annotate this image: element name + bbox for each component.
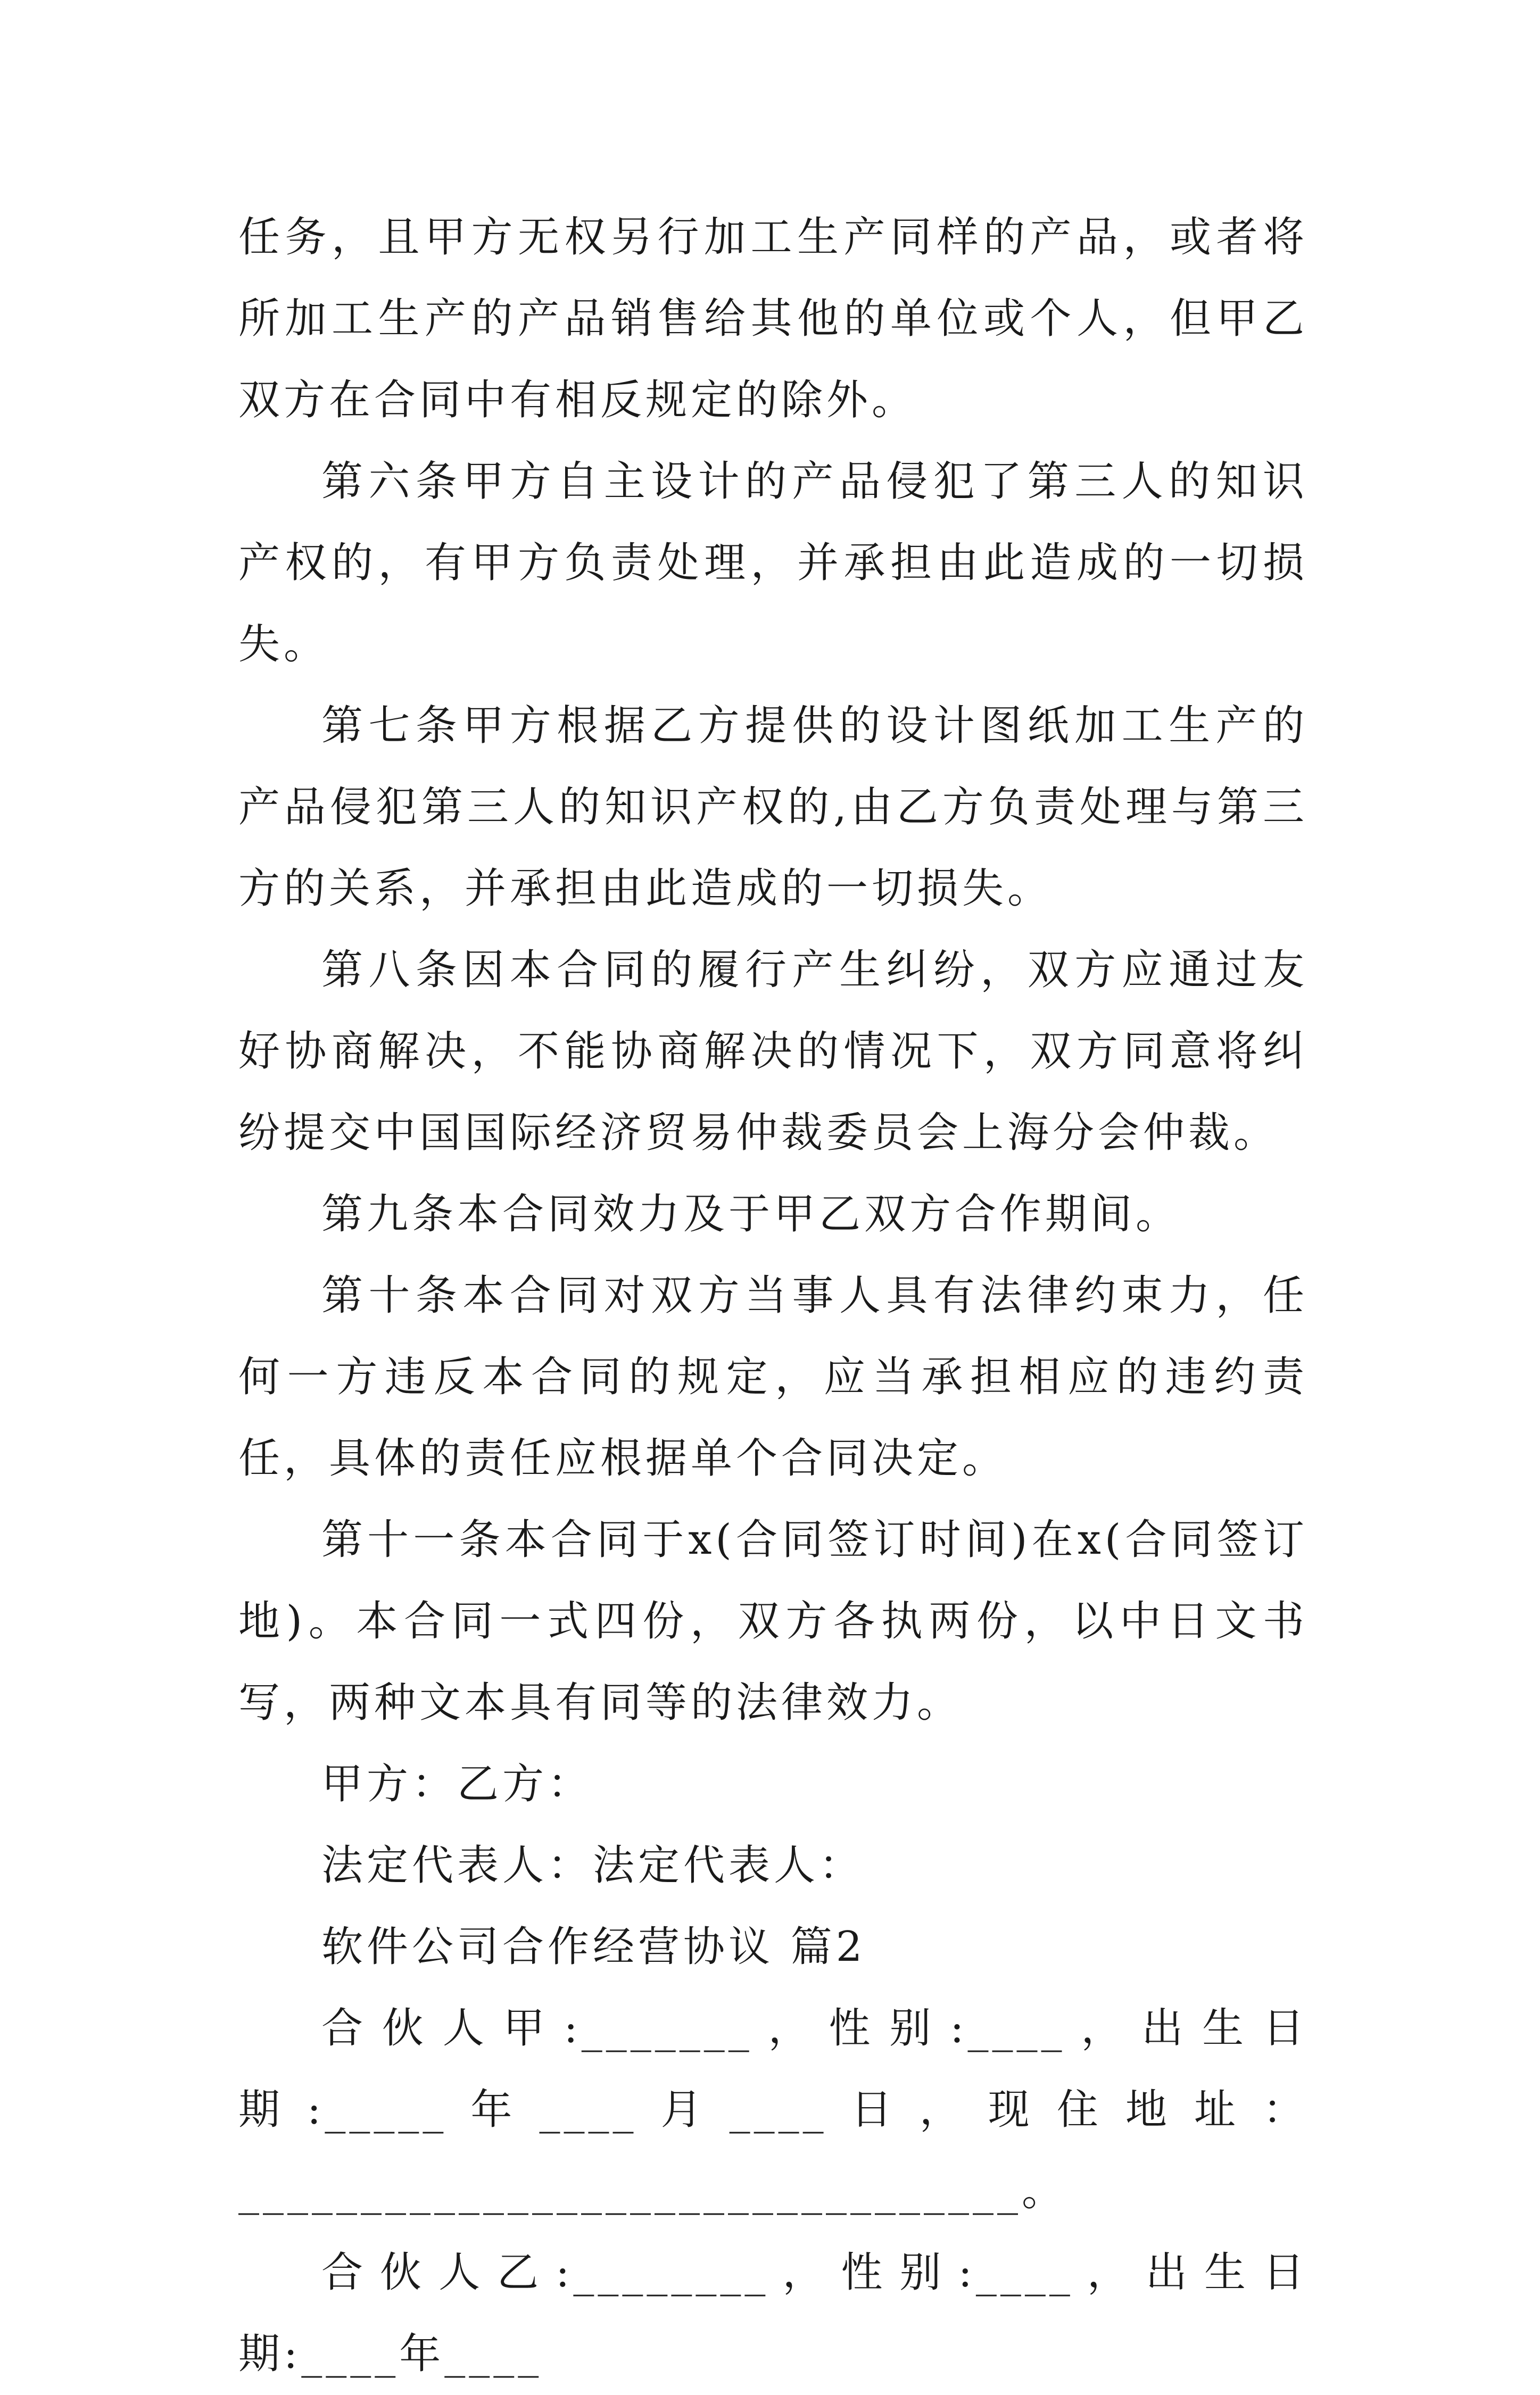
paragraph: 任务，且甲方无权另行加工生产同样的产品，或者将所加工生产的产品销售给其他的单位或个人，但甲乙双方在合同中有相反规定的除外。 [238, 213, 1308, 424]
partner-a-info: 合伙人甲:_______，性别:____，出生日期:_____年____月____日，现住地址：________________________________。 [238, 2004, 1308, 2215]
paragraph: 第九条本合同效力及于甲乙双方合作期间。 [321, 1190, 1181, 1238]
paragraph: 第十条本合同对双方当事人具有法律约束力，任何一方违反本合同的规定，应当承担相应的违约责任，具体的责任应根据单个合同决定。 [238, 1272, 1308, 1482]
section-heading: 软件公司合作经营协议 篇2 [321, 1923, 866, 1971]
paragraph: 第十一条本合同于x(合同签订时间)在x(合同签订地)。本合同一式四份，双方各执两份，以中日文书写，两种文本具有同等的法律效力。 [238, 1516, 1308, 1727]
paragraph: 第七条甲方根据乙方提供的设计图纸加工生产的产品侵犯第三人的知识产权的,由乙方负责处理与第三方的关系，并承担由此造成的一切损失。 [238, 702, 1308, 913]
paragraph: 第八条因本合同的履行产生纠纷，双方应通过友好协商解决，不能协商解决的情况下，双方同意将纠纷提交中国国际经济贸易仲裁委员会上海分会仲裁。 [238, 946, 1308, 1157]
signature-line-representative: 法定代表人：法定代表人： [321, 1842, 865, 1890]
document-body [238, 197, 1308, 2395]
signature-line-party: 甲方：乙方： [321, 1760, 593, 1808]
partner-b-info: 合伙人乙:________，性别:____，出生日期:____年____ [238, 2249, 1308, 2378]
paragraph: 第六条甲方自主设计的产品侵犯了第三人的知识产权的，有甲方负责处理，并承担由此造成的一切损失。 [238, 458, 1308, 668]
